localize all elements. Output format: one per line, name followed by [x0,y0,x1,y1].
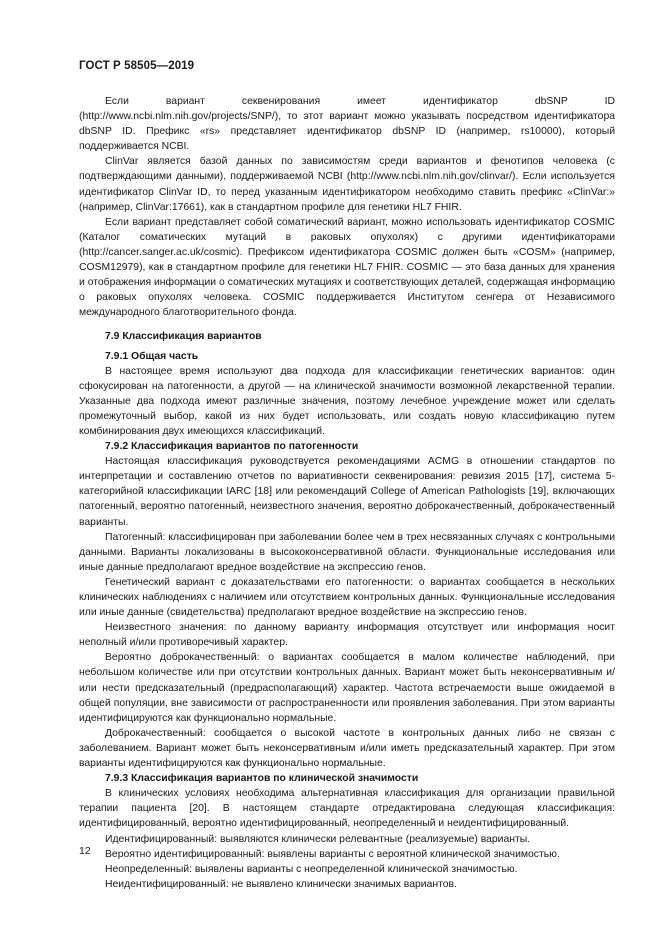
paragraph: В клинических условиях необходима альтернативная классификация для организации правильной терапии пациента [20]. В настоящем стандарте отредактирована следующая классификация: идентифицированный, вероятно идентифицированный, неопределенный и неидентифицированный. [79,788,615,830]
standard-header: ГОСТ Р 58505—2019 [79,60,195,72]
section-heading-7-9-1: 7.9.1 Общая часть [105,350,199,362]
page-number: 12 [79,845,91,857]
paragraph: Неопределенный: выявлены варианты с неопределенной клинической значимостью. [105,863,518,875]
paragraph: ClinVar является базой данных по зависимостям среди вариантов и фенотипов человека (с подтверждающими данными), поддерживаемой NCBI (http://www.ncbi.nlm.nih.gov/clinvar/). Если используется идентификатор ClinVar ID, то перед указанным идентификатором необходимо ставить префикс «ClinVar:» (например, ClinVar:17661), как в стандартном профиле для генетики HL7 FHIR. [79,156,615,213]
section-heading-7-9: 7.9 Классификация вариантов [105,331,262,343]
paragraph: Настоящая классификация руководствуется рекомендациями ACMG в отношении стандартов по интерпретации и составлению отчетов по вариативности секвенирования: ревизия 2015 [17], система 5-категорийной классификации IARC [18] или рекомендаций College of American Pathologists [19], включающих патогенный, вероятно патогенный, неизвестного значения, вероятно доброкачественный, доброкачественный варианты. [79,456,615,528]
paragraph: Идентифицированный: выявляются клинически релевантные (реализуемые) варианты. [105,833,531,845]
paragraph: Вероятно идентифицированный: выявлены варианты с вероятной клинической значимостью. [105,848,560,860]
paragraph: Генетический вариант с доказательствами его патогенности: о вариантах сообщается в нескольких клинических наблюдениях с наличием или отсутствием контрольных данных. Функциональные исследования или иные данные (свидетельства) предполагают вредное воздействие на экспрессию генов. [79,576,615,619]
paragraph: Неидентифицированный: не выявлено клинически значимых вариантов. [105,878,457,890]
paragraph: Вероятно доброкачественный: о вариантах сообщается в малом количестве наблюдений, при небольшом количестве или при отсутствии контрольных данных. Вариант может быть неконсервативным и/или нести предсказательный (предрасполагающий) характер. Частота встречаемости выше ожидаемой в общей популяции, вне зависимости от распространенности или проявления заболевания. При этом варианты идентифицируются как функционально нормальные. [79,652,615,724]
paragraph: Если вариант секвенирования имеет идентификатор dbSNP ID (http://www.ncbi.nlm.nih.gov/projects/SNP/), то этот вариант можно указывать посредством идентификатора dbSNP ID. Префикс «rs» представляет идентификатор dbSNP ID (например, rs10000), который поддерживается NCBI. [79,96,615,153]
paragraph: Неизвестного значения: по данному варианту информация отсутствует или информация носит неполный и/или противоречивый характер. [79,622,615,649]
section-heading-7-9-3: 7.9.3 Классификация вариантов по клинической значимости [105,773,419,785]
document-body [79,94,615,892]
section-heading-7-9-2: 7.9.2 Классификация вариантов по патогенности [105,441,359,453]
paragraph: Доброкачественный: сообщается о высокой частоте в контрольных данных либо не связан с заболеванием. Вариант может быть неконсервативным и/или иметь предсказательный характер. При этом варианты идентифицируются как функционально нормальные. [79,727,615,770]
paragraph: Если вариант представляет собой соматический вариант, можно использовать идентификатор COSMIC (Каталог соматических мутаций в раковых опухолях) с другими идентификаторами (http://cancer.sanger.ac.uk/cosmic). Префиксом идентификатора COSMIC должен быть «COSM» (например, COSM12979), как в стандартном профиле для генетики HL7 FHIR. COSMIC — это база данных для хранения и отображения информации о соматических мутациях и соответствующих деталей, содержащая информацию о раковых опухолях человека. COSMIC поддерживается Институтом сенгера от Независимого международного благотворительного фонда. [79,216,615,319]
paragraph: В настоящее время используют два подхода для классификации генетических вариантов: один сфокусирован на патогенности, а другой — на клинической значимости возможной лекарственной терапии. Указанные два подхода имеют различные значения, поэтому лечебное учреждение может или сделать промежуточный выбор, какой из них будет использовать, или создать новую классификацию путем комбинирования двух имеющихся классификаций. [79,365,615,437]
paragraph: Патогенный: классифицирован при заболевании более чем в трех несвязанных случаях с контрольными данными. Варианты локализованы в высококонсервативной области. Функциональные исследования или иные данные предполагают вредное воздействие на экспрессию генов. [79,531,615,573]
